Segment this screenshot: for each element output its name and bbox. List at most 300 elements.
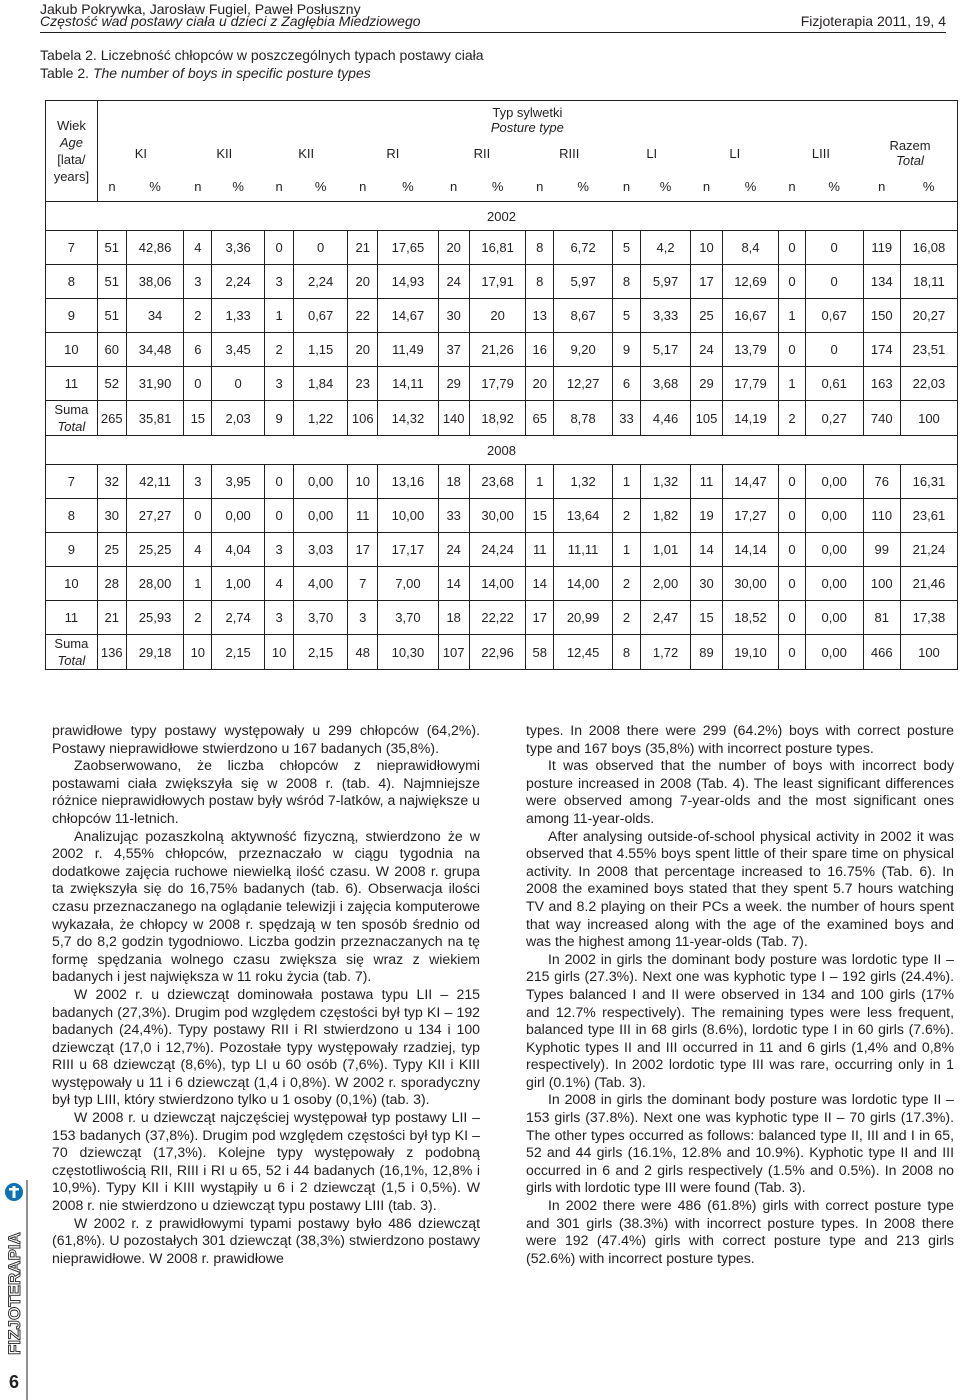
value-cell: 0,00: [294, 465, 348, 499]
value-cell: 17: [691, 265, 722, 299]
value-cell: 3: [184, 265, 212, 299]
sum-value-cell: 740: [863, 401, 900, 436]
sum-value-cell: 100: [900, 635, 957, 670]
value-cell: 0,67: [805, 299, 863, 333]
value-cell: 2: [613, 567, 641, 601]
value-cell: 8: [613, 265, 641, 299]
value-cell: 2: [184, 601, 212, 635]
sum-row: [46, 635, 958, 670]
sum-value-cell: 107: [438, 635, 469, 670]
value-cell: 11,11: [554, 533, 613, 567]
caption-en-prefix: Table 2.: [40, 65, 90, 81]
header-rule: [40, 32, 946, 33]
value-cell: 17: [348, 533, 378, 567]
value-cell: 3,33: [640, 299, 691, 333]
value-cell: 110: [863, 499, 900, 533]
value-cell: 17,91: [469, 265, 526, 299]
value-cell: 23: [348, 367, 378, 401]
value-cell: 1,01: [640, 533, 691, 567]
value-cell: 9,20: [554, 333, 613, 367]
value-cell: 3: [184, 465, 212, 499]
value-cell: 16: [526, 333, 554, 367]
type-header: Typ sylwetki: [492, 105, 563, 120]
age-header-line: Age: [59, 135, 83, 150]
sum-value-cell: 65: [526, 401, 554, 436]
sum-value-cell: 2,15: [212, 635, 265, 670]
page-number: 6: [8, 1372, 19, 1392]
value-cell: 2,00: [640, 567, 691, 601]
value-cell: 1: [613, 533, 641, 567]
value-cell: 20,99: [554, 601, 613, 635]
sum-label-cell: [46, 401, 98, 436]
sum-value-cell: 8,78: [554, 401, 613, 436]
value-cell: 16,08: [900, 231, 957, 265]
value-cell: 20: [348, 333, 378, 367]
value-cell: 14: [526, 567, 554, 601]
value-cell: 13,64: [554, 499, 613, 533]
value-cell: 1: [184, 567, 212, 601]
value-cell: 13,16: [378, 465, 438, 499]
posture-table: [45, 100, 958, 670]
table-row: [46, 499, 958, 533]
table-row: [46, 567, 958, 601]
value-cell: 8,4: [722, 231, 779, 265]
type-name-cell: LI: [729, 145, 741, 161]
value-cell: 7,00: [378, 567, 438, 601]
value-cell: 30: [438, 299, 469, 333]
value-cell: 14,93: [378, 265, 438, 299]
sum-value-cell: 19,10: [722, 635, 779, 670]
value-cell: 20: [348, 265, 378, 299]
left-paragraph: W 2008 r. u dziewcząt najczęściej występował typ postawy LII – 153 badanych (37,8%). Drugim pod względem częstości był typ KI – 70 dziewcząt (17,3%). Kolejne typy występowały z podobną częstotliwością RII, RIII i RI u 65, 52 i 44 badanych (16,1%, 12,8% i 10,9%). Typy KII i KIII wystąpiły u 6 i 2 dziewcząt (1,5 i 0,5%). W 2008 r. nie stwierdzono u dziewcząt typu postawy LIII (tab. 3).: [52, 1109, 480, 1214]
sum-value-cell: 2: [779, 401, 805, 436]
value-cell: 21: [348, 231, 378, 265]
subheader-cell: n: [265, 171, 294, 202]
type-name-cell: RII: [473, 145, 491, 161]
age-cell: 10: [46, 333, 98, 367]
value-cell: 0: [184, 499, 212, 533]
value-cell: 2,24: [212, 265, 265, 299]
value-cell: 0,00: [294, 499, 348, 533]
value-cell: 52: [97, 367, 126, 401]
value-cell: 0,00: [805, 533, 863, 567]
type-names-row: [46, 135, 958, 171]
value-cell: 22: [348, 299, 378, 333]
value-cell: 3,95: [212, 465, 265, 499]
type-name-cell: LIII: [811, 145, 830, 161]
table-row: [46, 601, 958, 635]
value-cell: 119: [863, 231, 900, 265]
caption-en-text: The number of boys in specific posture types: [92, 65, 371, 81]
age-cell: 8: [46, 265, 98, 299]
total-header: Razem: [889, 138, 931, 153]
sum-label-en: Total: [57, 419, 86, 434]
sum-value-cell: 2,15: [294, 635, 348, 670]
value-cell: 0: [265, 465, 294, 499]
value-cell: 25: [691, 299, 722, 333]
subheader-cell: %: [805, 171, 863, 202]
age-cell: 7: [46, 465, 98, 499]
sum-value-cell: 48: [348, 635, 378, 670]
value-cell: 0: [779, 533, 805, 567]
value-cell: 30,00: [469, 499, 526, 533]
value-cell: 0: [265, 231, 294, 265]
value-cell: 2: [184, 299, 212, 333]
table-row: [46, 465, 958, 499]
age-header-line: [lata/: [57, 152, 86, 167]
value-cell: 99: [863, 533, 900, 567]
value-cell: 18: [438, 601, 469, 635]
value-cell: 20: [469, 299, 526, 333]
left-paragraph: Analizując pozaszkolną aktywność fizyczną, stwierdzono że w 2002 r. 4,55% chłopców, przeznaczało w ciągu tygodnia na dodatkowe zajęcia ruchowe niewielką ilość czasu. W 2008 r. grupa ta zwiększyła się do 16,75% badanych (tab. 6). Obserwacja ilości czasu przeznaczanego na oglądanie telewizji i zajęcia komputerowe wykazała, że chłopcy w 2008 r. spędzają w ten sposób średnio od 5,7 do 8,2 godzin tygodniowo. Liczba godzin przeznaczanych na tę formę spędzania wolnego czasu zwiększa się wraz z wiekiem badanych i jest największa w 11 roku życia (tab. 7).: [52, 827, 480, 985]
value-cell: 0,00: [805, 465, 863, 499]
value-cell: 30: [97, 499, 126, 533]
value-cell: 23,68: [469, 465, 526, 499]
value-cell: 1: [779, 299, 805, 333]
subheader-cell: %: [126, 171, 184, 202]
value-cell: 3: [265, 533, 294, 567]
value-cell: 3,45: [212, 333, 265, 367]
value-cell: 2,47: [640, 601, 691, 635]
value-cell: 0,00: [212, 499, 265, 533]
right-paragraph: After analysing outside-of-school physical activity in 2002 it was observed that 4.55% boys spent little of their spare time on physical activity. In 2008 that percentage increased to 16.75% (Tab. 6). In 2008 the examined boys stated that they spent 5.7 hours watching TV and 8.2 playing on their PCs a week. the number of hours spent that way increased along with the age of the examined boys and was the highest among 11-year-olds (Tab. 7).: [526, 827, 954, 950]
value-cell: 13: [526, 299, 554, 333]
left-paragraph: W 2002 r. u dziewcząt dominowała postawa typu LII – 215 badanych (27,3%). Drugim pod względem częstości był typ KI – 192 badanych (24,4%). Typy postawy RII i RI stwierdzono u 134 i 100 dziewcząt (17,0 i 12,7%). Pozostałe typy występowały rzadziej, typ RIII u 68 dziewcząt (8,6%), typ LI u 60 osób (7,6%). Typy KII i KIII występowały u 11 i 6 dziewcząt (1,4 i 0,8%). W 2002 r. sporadyczny był typ LIII, który stwierdzono tylko u 1 osoby (0,1%) (tab. 3).: [52, 985, 480, 1108]
table-body: [46, 101, 958, 670]
sum-value-cell: 105: [691, 401, 722, 436]
sum-value-cell: 8: [613, 635, 641, 670]
sum-value-cell: 100: [900, 401, 957, 436]
value-cell: 12,69: [722, 265, 779, 299]
right-column: [526, 722, 954, 1267]
right-paragraph: In 2002 in girls the dominant body posture was lordotic type II – 215 girls (27.3%). Next one was kyphotic type I – 192 girls (24.4%). Types balanced I and II were observed in 134 and 100 girls (17% and 12.7% respectively). The remaining types were less frequent, balanced type III in 68 girls (8.6%), lordotic type I in 60 girls (7.6%). Kyphotic types II and III occurred in 11 and 6 girls (1,4% and 0,8% respectively). In 2002 lordotic type III was rare, occurring only in 1 girl (0.1%) (Tab. 3).: [526, 950, 954, 1090]
sum-value-cell: 466: [863, 635, 900, 670]
value-cell: 30,00: [722, 567, 779, 601]
subheader-cell: n: [779, 171, 805, 202]
sum-label-cell: [46, 635, 98, 670]
sum-value-cell: 14,32: [378, 401, 438, 436]
value-cell: 28,00: [126, 567, 184, 601]
value-cell: 3,70: [294, 601, 348, 635]
value-cell: 174: [863, 333, 900, 367]
sum-value-cell: 9: [265, 401, 294, 436]
subheader-cell: n: [438, 171, 469, 202]
sum-value-cell: 33: [613, 401, 641, 436]
value-cell: 163: [863, 367, 900, 401]
value-cell: 0: [805, 333, 863, 367]
value-cell: 34: [126, 299, 184, 333]
value-cell: 14,14: [722, 533, 779, 567]
logo-text: FIZJOTERAPIA: [5, 1232, 24, 1355]
value-cell: 6: [184, 333, 212, 367]
value-cell: 25: [97, 533, 126, 567]
value-cell: 22,22: [469, 601, 526, 635]
value-cell: 8: [526, 231, 554, 265]
left-paragraph: Zaobserwowano, że liczba chłopców z nieprawidłowymi postawami ciała zwiększyła się w 2008 r. (tab. 4). Najmniejsze różnice nieprawidłowych postaw były wśród 7-latków, a największe u chłopców 11-letnich.: [52, 757, 480, 826]
value-cell: 17,17: [378, 533, 438, 567]
value-cell: 27,27: [126, 499, 184, 533]
table-header-row: [46, 101, 958, 136]
value-cell: 1,32: [554, 465, 613, 499]
value-cell: 0: [779, 265, 805, 299]
value-cell: 5,17: [640, 333, 691, 367]
right-paragraph: types. In 2008 there were 299 (64.2%) boys with correct posture type and 167 boys (35,8%) with incorrect posture types.: [526, 722, 954, 756]
value-cell: 0: [184, 367, 212, 401]
value-cell: 3: [265, 265, 294, 299]
value-cell: 134: [863, 265, 900, 299]
value-cell: 81: [863, 601, 900, 635]
age-header-cell: [46, 101, 98, 202]
value-cell: 18,11: [900, 265, 957, 299]
value-cell: 0,61: [805, 367, 863, 401]
subheader-cell: n: [97, 171, 126, 202]
value-cell: 2,24: [294, 265, 348, 299]
sum-value-cell: 2,03: [212, 401, 265, 436]
sum-value-cell: 1,72: [640, 635, 691, 670]
value-cell: 13,79: [722, 333, 779, 367]
subheader-cell: n: [691, 171, 722, 202]
value-cell: 16,81: [469, 231, 526, 265]
value-cell: 1,15: [294, 333, 348, 367]
subheader-cell: %: [640, 171, 691, 202]
value-cell: 25,25: [126, 533, 184, 567]
type-header-cell: [97, 101, 957, 136]
value-cell: 4,00: [294, 567, 348, 601]
value-cell: 3,70: [378, 601, 438, 635]
value-cell: 1: [265, 299, 294, 333]
subheader-cell: %: [554, 171, 613, 202]
value-cell: 2: [265, 333, 294, 367]
value-cell: 0: [294, 231, 348, 265]
sum-value-cell: 0,27: [805, 401, 863, 436]
sum-value-cell: 1,22: [294, 401, 348, 436]
value-cell: 1,84: [294, 367, 348, 401]
value-cell: 1: [779, 367, 805, 401]
value-cell: 5: [613, 299, 641, 333]
value-cell: 11: [526, 533, 554, 567]
subheader-cell: %: [294, 171, 348, 202]
subheader-cell: %: [900, 171, 957, 202]
value-cell: 51: [97, 299, 126, 333]
subheader-cell: n: [348, 171, 378, 202]
value-cell: 24: [438, 533, 469, 567]
value-cell: 4,2: [640, 231, 691, 265]
type-name-cell: KI: [134, 145, 148, 161]
value-cell: 17,79: [722, 367, 779, 401]
value-cell: 4,04: [212, 533, 265, 567]
age-cell: 8: [46, 499, 98, 533]
value-cell: 1: [526, 465, 554, 499]
value-cell: 8,67: [554, 299, 613, 333]
value-cell: 0: [265, 499, 294, 533]
value-cell: 15: [526, 499, 554, 533]
sum-value-cell: 12,45: [554, 635, 613, 670]
type-name-cell: RIII: [559, 145, 580, 161]
sum-row: [46, 401, 958, 436]
age-header-line: years]: [53, 169, 90, 184]
table-row: [46, 231, 958, 265]
value-cell: 1: [613, 465, 641, 499]
value-cell: 0: [779, 499, 805, 533]
table-row: [46, 533, 958, 567]
value-cell: 17,65: [378, 231, 438, 265]
right-paragraph: It was observed that the number of boys with incorrect body posture increased in 2008 (Tab. 4). The least significant differences were observed among 7-year-olds and the most significant ones among 11-year-olds.: [526, 757, 954, 826]
value-cell: 20: [438, 231, 469, 265]
value-cell: 24: [438, 265, 469, 299]
value-cell: 28: [97, 567, 126, 601]
value-cell: 0: [805, 265, 863, 299]
value-cell: 14: [438, 567, 469, 601]
value-cell: 17: [526, 601, 554, 635]
value-cell: 17,38: [900, 601, 957, 635]
value-cell: 14,67: [378, 299, 438, 333]
header-title: Częstość wad postawy ciała u dzieci z Zagłębia Miedziowego: [40, 13, 421, 29]
value-cell: 3,36: [212, 231, 265, 265]
value-cell: 0,00: [805, 601, 863, 635]
value-cell: 16,31: [900, 465, 957, 499]
value-cell: 150: [863, 299, 900, 333]
age-cell: 7: [46, 231, 98, 265]
value-cell: 18: [438, 465, 469, 499]
value-cell: 6: [613, 367, 641, 401]
sum-value-cell: 10: [184, 635, 212, 670]
subheader-cell: n: [184, 171, 212, 202]
value-cell: 5,97: [640, 265, 691, 299]
value-cell: 0,00: [805, 567, 863, 601]
subheader-cell: n: [863, 171, 900, 202]
sum-label: Suma: [54, 636, 89, 651]
year-cell: 2008: [46, 436, 958, 465]
value-cell: 3: [348, 601, 378, 635]
type-name-cell: RI: [386, 145, 400, 161]
value-cell: 21,26: [469, 333, 526, 367]
value-cell: 22,03: [900, 367, 957, 401]
value-cell: 19: [691, 499, 722, 533]
age-cell: 11: [46, 367, 98, 401]
sum-value-cell: 10,30: [378, 635, 438, 670]
value-cell: 3,03: [294, 533, 348, 567]
value-cell: 42,11: [126, 465, 184, 499]
value-cell: 11: [691, 465, 722, 499]
value-cell: 17,79: [469, 367, 526, 401]
value-cell: 14,00: [469, 567, 526, 601]
value-cell: 0: [212, 367, 265, 401]
value-cell: 14: [691, 533, 722, 567]
value-cell: 1,32: [640, 465, 691, 499]
value-cell: 0: [805, 231, 863, 265]
value-cell: 21,24: [900, 533, 957, 567]
value-cell: 0: [779, 567, 805, 601]
value-cell: 9: [613, 333, 641, 367]
value-cell: 25,93: [126, 601, 184, 635]
value-cell: 10: [348, 465, 378, 499]
value-cell: 100: [863, 567, 900, 601]
year-cell: 2002: [46, 202, 958, 231]
value-cell: 4: [265, 567, 294, 601]
value-cell: 38,06: [126, 265, 184, 299]
value-cell: 6,72: [554, 231, 613, 265]
value-cell: 11,49: [378, 333, 438, 367]
value-cell: 32: [97, 465, 126, 499]
sum-value-cell: 58: [526, 635, 554, 670]
value-cell: 24: [691, 333, 722, 367]
table-row: [46, 333, 958, 367]
value-cell: 8: [526, 265, 554, 299]
age-cell: 9: [46, 299, 98, 333]
type-name-cell: KII: [298, 145, 315, 161]
value-cell: 51: [97, 231, 126, 265]
value-cell: 5,97: [554, 265, 613, 299]
value-cell: 3,68: [640, 367, 691, 401]
value-cell: 33: [438, 499, 469, 533]
value-cell: 14,11: [378, 367, 438, 401]
value-cell: 12,27: [554, 367, 613, 401]
sum-value-cell: 29,18: [126, 635, 184, 670]
value-cell: 0: [779, 465, 805, 499]
sum-label-en: Total: [57, 653, 86, 668]
table-row: [46, 299, 958, 333]
table-row: [46, 367, 958, 401]
value-cell: 14,47: [722, 465, 779, 499]
value-cell: 2: [613, 499, 641, 533]
table-caption-en: [40, 64, 371, 82]
value-cell: 21,46: [900, 567, 957, 601]
value-cell: 34,48: [126, 333, 184, 367]
value-cell: 11: [348, 499, 378, 533]
left-paragraph: W 2002 r. z prawidłowymi typami postawy było 486 dziewcząt (61,8%). U pozostałych 301 dziewcząt (38,3%) stwierdzono postawy nieprawidłowe. W 2008 r. prawidłowe: [52, 1214, 480, 1266]
type-header-en: Posture type: [490, 120, 564, 135]
right-paragraph: In 2002 there were 486 (61.8%) girls with correct posture type and 301 girls (38.3%) with incorrect posture types. In 2008 there were 192 (47.4%) girls with correct posture type and 213 girls (52.6%) with incorrect posture types.: [526, 1197, 954, 1266]
value-cell: 3: [265, 601, 294, 635]
age-cell: 9: [46, 533, 98, 567]
value-cell: 76: [863, 465, 900, 499]
value-cell: 1,82: [640, 499, 691, 533]
value-cell: 5: [613, 231, 641, 265]
header-authors: Jakub Pokrywka, Jarosław Fugiel, Paweł Posłuszny: [40, 1, 361, 17]
sum-value-cell: 106: [348, 401, 378, 436]
type-name-cell: LI: [646, 145, 658, 161]
value-cell: 1,33: [212, 299, 265, 333]
total-header-en: Total: [896, 153, 924, 168]
age-cell: 11: [46, 601, 98, 635]
subheader-cell: %: [212, 171, 265, 202]
value-cell: 1,00: [212, 567, 265, 601]
sum-value-cell: 18,92: [469, 401, 526, 436]
subheader-cell: %: [722, 171, 779, 202]
value-cell: 15: [691, 601, 722, 635]
sum-value-cell: 140: [438, 401, 469, 436]
sum-value-cell: 4,46: [640, 401, 691, 436]
value-cell: 0: [779, 333, 805, 367]
subheader-cell: n: [526, 171, 554, 202]
value-cell: 31,90: [126, 367, 184, 401]
sum-value-cell: 0,00: [805, 635, 863, 670]
value-cell: 24,24: [469, 533, 526, 567]
value-cell: 2: [613, 601, 641, 635]
value-cell: 18,52: [722, 601, 779, 635]
age-cell: 10: [46, 567, 98, 601]
value-cell: 14,00: [554, 567, 613, 601]
sum-value-cell: 15: [184, 401, 212, 436]
value-cell: 10: [691, 231, 722, 265]
value-cell: 0: [779, 231, 805, 265]
value-cell: 10,00: [378, 499, 438, 533]
value-cell: 51: [97, 265, 126, 299]
value-cell: 42,86: [126, 231, 184, 265]
value-cell: 0,00: [805, 499, 863, 533]
value-cell: 20: [526, 367, 554, 401]
journal-logo-icon: [0, 1180, 28, 1400]
